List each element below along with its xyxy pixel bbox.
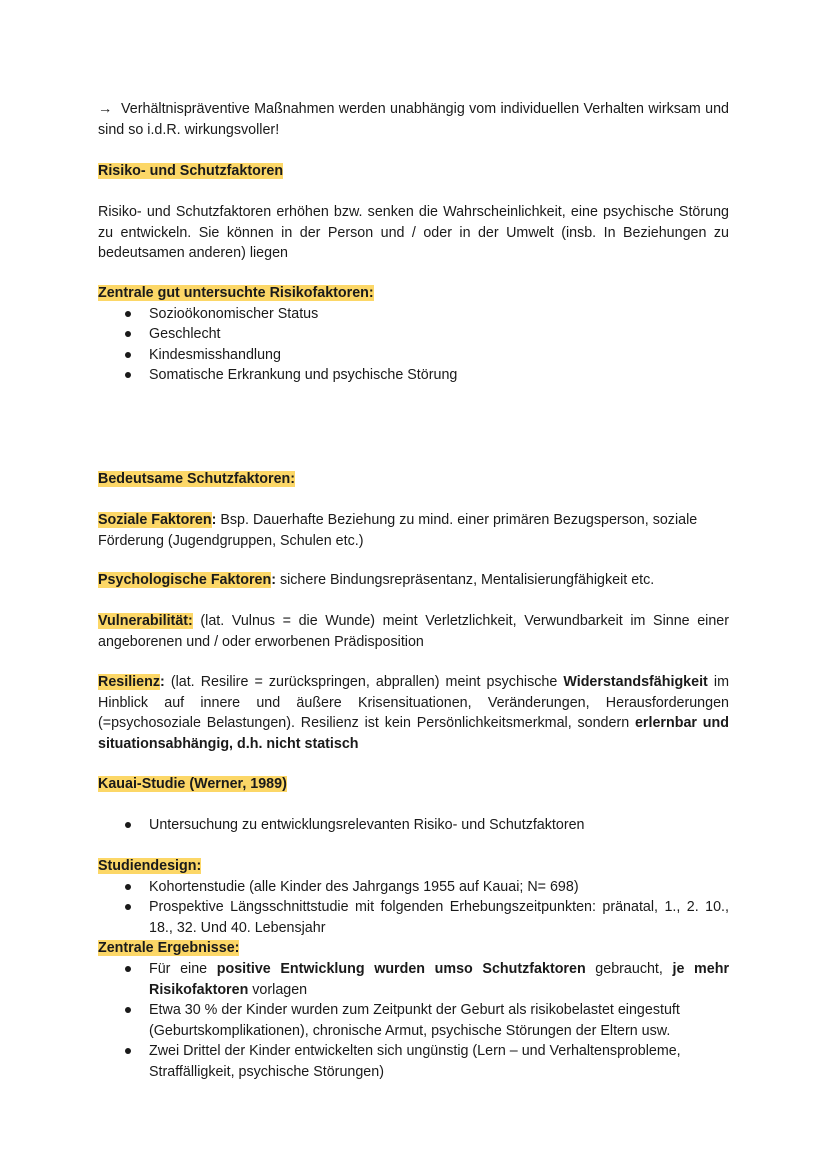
bold-text: Widerstandsfähigkeit — [563, 674, 708, 690]
heading-risk-factors — [98, 283, 729, 386]
intro-text: Verhältnispräventive Maßnahmen werden unabhängig vom individuellen Verhalten wirksam und sind so i.d.R. wirkungsvoller! — [98, 101, 729, 138]
heading-text: Bedeutsame Schutzfaktoren: — [98, 471, 296, 487]
heading-text: Studiendesign: — [98, 858, 202, 874]
text: (lat. Vulnus = die Wunde) meint Verletzlichkeit, Verwundbarkeit im Sinne einer angeborenen und / oder erworbenen Prädisposition — [98, 613, 729, 650]
risk-protect-text: Risiko- und Schutzfaktoren erhöhen bzw. senken die Wahrscheinlichkeit, eine psychische Störung zu entwickeln. Sie können in der Person und / oder in der Umwelt (insb. In Beziehungen zu bedeutsamen anderen) liegen — [98, 204, 729, 262]
heading-text: Kauai-Studie (Werner, 1989) — [98, 776, 287, 792]
heading-risk-protect — [98, 161, 729, 182]
social-factors — [98, 510, 729, 551]
vulnerability — [98, 611, 729, 652]
list-item: Untersuchung zu entwicklungsrelevanten Risiko- und Schutzfaktoren — [98, 815, 729, 836]
colon: : — [211, 512, 217, 528]
heading-text: Zentrale gut untersuchte Risikofaktoren: — [98, 285, 374, 301]
list-item: Zwei Drittel der Kinder entwickelten sich ungünstig (Lern – und Verhaltensprobleme, Straffälligkeit, psychische Störungen) — [98, 1041, 729, 1082]
kauai-list — [98, 815, 729, 836]
resilience — [98, 672, 729, 754]
list-item: Sozioökonomischer Status — [98, 304, 729, 325]
psych-factors — [98, 570, 729, 591]
list-item: Für eine positive Entwicklung wurden umso Schutzfaktoren gebraucht, je mehr Risikofaktoren vorlagen — [98, 959, 729, 1000]
arrow-icon: → — [98, 101, 113, 117]
text: (lat. Resilire = zurückspringen, abprallen) meint psychische — [164, 674, 564, 690]
risk-factor-list — [98, 304, 729, 386]
list-item: Geschlecht — [98, 324, 729, 345]
intro-paragraph — [98, 99, 729, 140]
text: im Hinblick auf innere und äußere Krisensituationen, Veränderungen, Herausforderungen (=psychosoziale Belastungen). Resilienz ist kein Persönlichkeitsmerkmal, sondern — [98, 674, 729, 732]
heading-kauai — [98, 774, 729, 795]
list-item: Kindesmisshandlung — [98, 345, 729, 366]
list-item: Somatische Erkrankung und psychische Störung — [98, 365, 729, 386]
heading-text: Risiko- und Schutzfaktoren — [98, 163, 284, 179]
study-design — [98, 856, 729, 1083]
heading-results: Zentrale Ergebnisse: — [98, 940, 240, 957]
bold-text: erlernbar und situationsabhängig, d.h. nicht statisch — [98, 715, 729, 752]
heading-protect-factors — [98, 469, 729, 490]
colon: : — [271, 572, 276, 588]
list-item: Kohortenstudie (alle Kinder des Jahrgangs 1955 auf Kauai; N= 698) — [98, 877, 729, 898]
colon: : — [159, 674, 165, 690]
label: Soziale Faktoren — [98, 512, 212, 528]
label: Resilienz — [98, 674, 160, 690]
text: sichere Bindungsrepräsentanz, Mentalisierungfähigkeit etc. — [275, 572, 655, 588]
list-item: Prospektive Längsschnittstudie mit folgenden Erhebungszeitpunkten: pränatal, 1., 2. 10., 18., 32. Und 40. Lebensjahr — [98, 897, 729, 938]
label: Vulnerabilität: — [98, 613, 193, 629]
list-item: Etwa 30 % der Kinder wurden zum Zeitpunkt der Geburt als risikobelastet eingestuft (Geburtskomplikationen), chronische Armut, psychische Störungen der Eltern usw. — [98, 1000, 729, 1041]
text: Bsp. Dauerhafte Beziehung zu mind. einer primären Bezugsperson, soziale Förderung (Jugendgruppen, Schulen etc.) — [98, 512, 698, 549]
label: Psychologische Faktoren — [98, 572, 272, 588]
